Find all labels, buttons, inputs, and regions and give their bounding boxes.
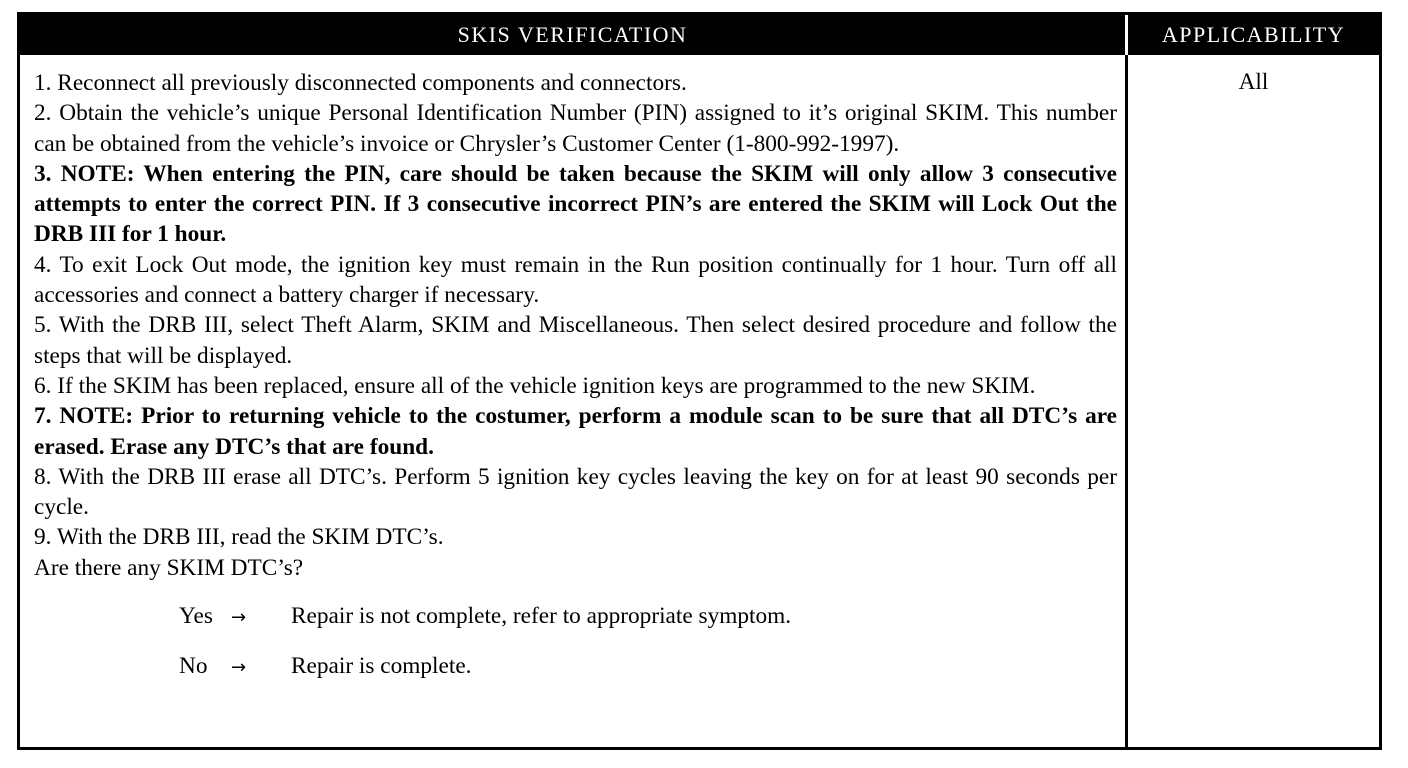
step-8: 8. With the DRB III erase all DTC’s. Perform 5 ignition key cycles leaving the key on for at least 90 seconds per cycle. <box>34 463 1117 521</box>
step-9: 9. With the DRB III, read the SKIM DTC’s. <box>34 524 444 551</box>
answer-result-yes: Repair is not complete, refer to appropriate symptom. <box>291 603 792 630</box>
table-header-title: SKIS VERIFICATION <box>20 15 1128 55</box>
answer-list <box>34 601 1117 681</box>
answer-no <box>179 651 1117 681</box>
applicability-cell <box>1128 55 1379 747</box>
answer-result-no: Repair is complete. <box>291 653 472 680</box>
step-4: 4. To exit Lock Out mode, the ignition key must remain in the Run position continually for 1 hour. Turn off all accessories and connect a battery charger if necessary. <box>34 251 1117 309</box>
decision-question: Are there any SKIM DTC’s? <box>34 554 304 581</box>
step-7-note: 7. NOTE: Prior to returning vehicle to the costumer, perform a module scan to be sure that all DTC’s are erased. Erase any DTC’s that are found. <box>34 403 1117 460</box>
step-2: 2. Obtain the vehicle’s unique Personal Identification Number (PIN) assigned to it’s original SKIM. This number can be obtained from the vehicle’s invoice or Chrysler’s Customer Center (1-800-992-1997). <box>34 100 1117 157</box>
answer-yes <box>179 601 1117 631</box>
arrow-right-icon: → <box>231 607 247 629</box>
applicability-value: All <box>1238 69 1269 95</box>
answer-key-yes: Yes <box>179 603 213 630</box>
step-6: 6. If the SKIM has been replaced, ensure all of the vehicle ignition keys are programmed to the new SKIM. <box>34 372 1036 399</box>
step-5: 5. With the DRB III, select Theft Alarm, SKIM and Miscellaneous. Then select desired procedure and follow the steps that will be displayed. <box>34 312 1117 369</box>
step-3-note: 3. NOTE: When entering the PIN, care should be taken because the SKIM will only allow 3 consecutive attempts to enter the correct PIN. If 3 consecutive incorrect PIN’s are entered the SKIM will Lock Out the DRB III for 1 hour. <box>34 160 1117 248</box>
answer-key-no: No <box>179 653 208 680</box>
skis-verification-table <box>17 12 1382 750</box>
procedure-steps-cell <box>20 55 1128 747</box>
arrow-right-icon: → <box>231 657 247 679</box>
step-1: 1. Reconnect all previously disconnected components and connectors. <box>34 70 687 96</box>
table-header-applicability: APPLICABILITY <box>1128 15 1379 55</box>
